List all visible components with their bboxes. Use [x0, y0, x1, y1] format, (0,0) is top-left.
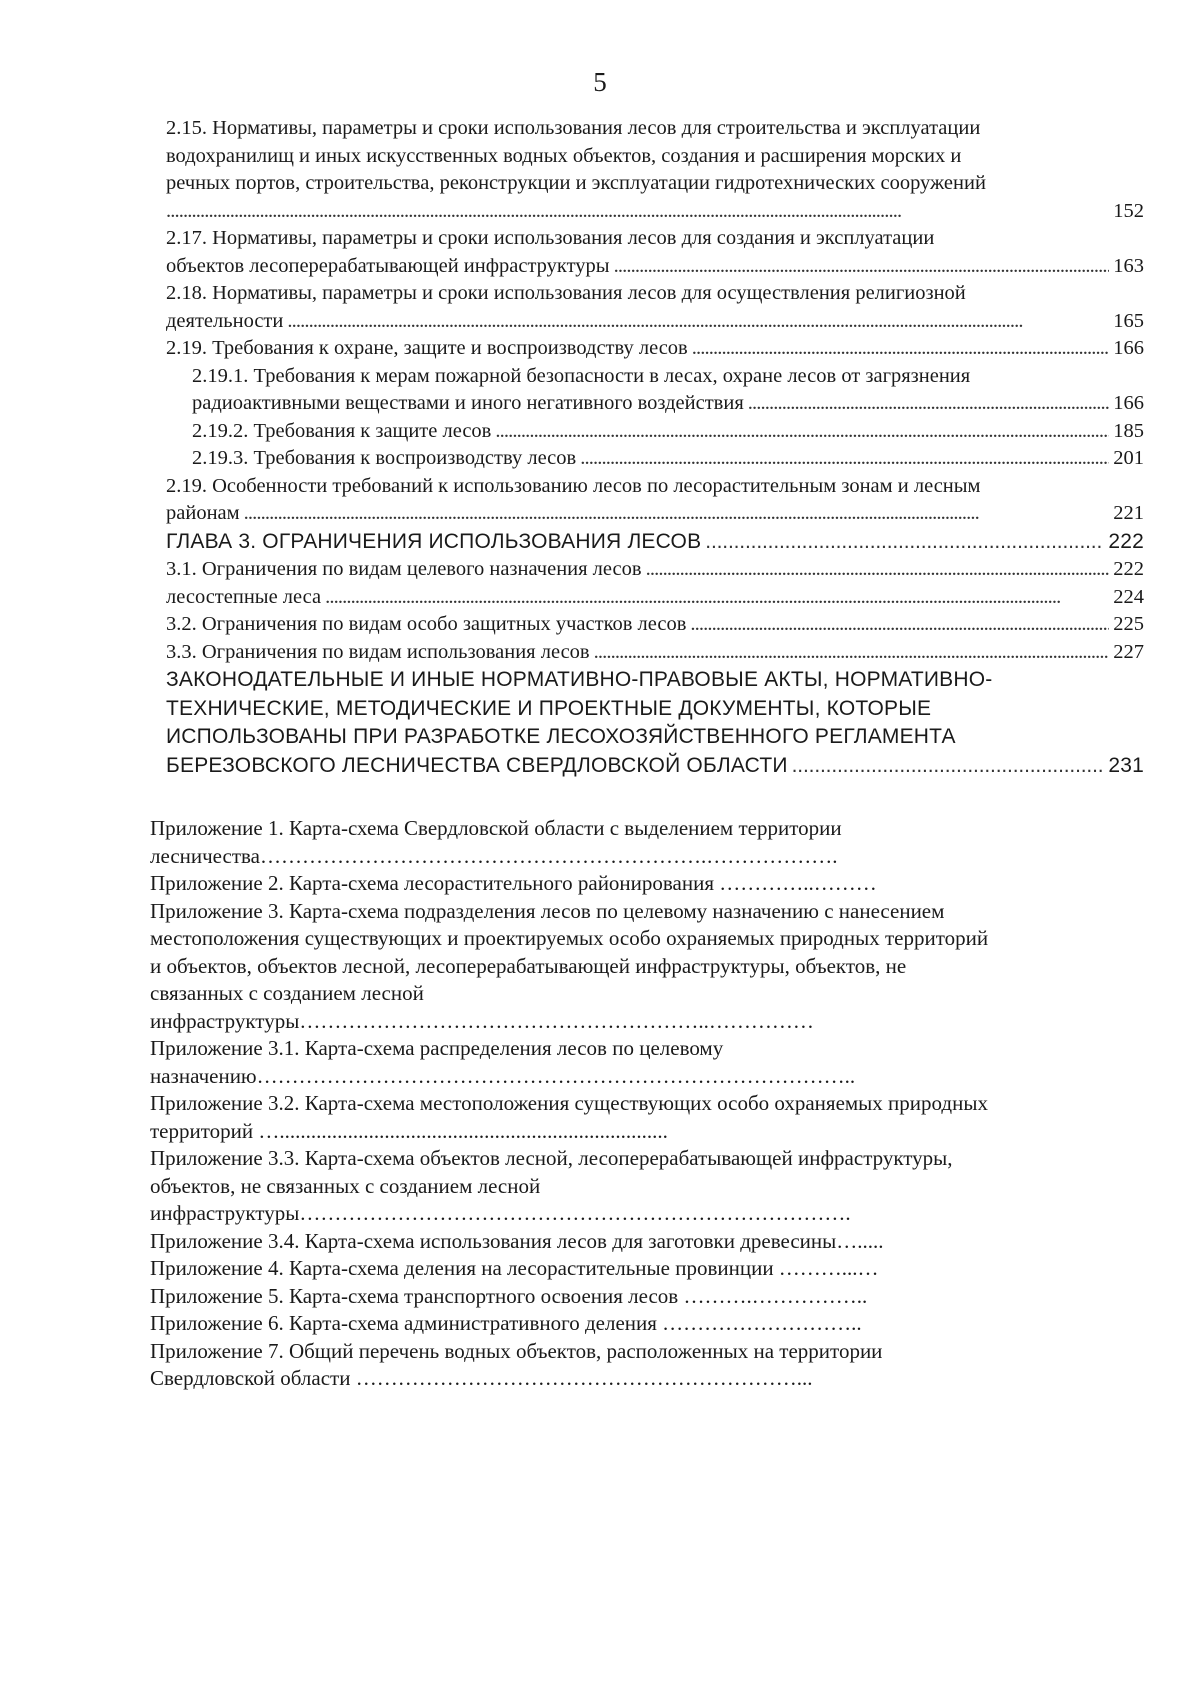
toc-page-number: 163 — [1113, 254, 1144, 277]
toc-entry-text: 2.18. Нормативы, параметры и сроки использования лесов для осуществления религиозной — [166, 282, 966, 304]
toc-entry[interactable] — [166, 611, 1144, 639]
appendix-entry[interactable] — [150, 1090, 1110, 1145]
appendix-entry-text: инфраструктуры……………………………………………………………………. — [150, 1201, 851, 1225]
toc-entry[interactable] — [192, 445, 1144, 473]
appendix-entry-text: территорий ….......................................................................... — [150, 1118, 668, 1143]
dot-leader — [748, 390, 1109, 418]
toc-entry[interactable] — [192, 418, 1144, 446]
dot-leader — [690, 611, 1109, 639]
toc-entry-text: ТЕХНИЧЕСКИЕ, МЕТОДИЧЕСКИЕ И ПРОЕКТНЫЕ ДОКУМЕНТЫ, КОТОРЫЕ — [166, 696, 932, 720]
toc-page-number: 221 — [1113, 502, 1144, 524]
appendix-entry-text: назначению………………………………………………………………………….. — [150, 1063, 856, 1088]
toc-entry-title: деятельности — [166, 309, 284, 332]
appendix-entry[interactable] — [150, 1228, 1110, 1256]
appendix-entry-text: Свердловской области ………………………………………………………... — [150, 1366, 813, 1390]
toc-entry[interactable] — [166, 335, 1144, 363]
toc-entry[interactable] — [166, 225, 1144, 280]
toc-entry[interactable] — [166, 115, 1144, 225]
appendix-entry[interactable] — [150, 1255, 1110, 1283]
toc-entry-text: 2.19.1. Требования к мерам пожарной безопасности в лесах, охране лесов от загрязнения — [192, 364, 971, 387]
appendix-entry[interactable] — [150, 1310, 1110, 1338]
toc-entry-title: объектов лесоперерабатывающей инфраструктуры — [166, 254, 610, 277]
toc-page-number: 225 — [1113, 613, 1144, 635]
appendix-entry[interactable] — [150, 815, 1110, 870]
appendix-entry[interactable] — [150, 1283, 1110, 1311]
dot-leader — [287, 308, 1109, 336]
dot-leader — [705, 528, 1104, 557]
appendix-entry-text: объектов, не связанных с созданием лесной — [150, 1173, 541, 1198]
dot-leader — [614, 253, 1110, 281]
appendix-entry-text: лесничества……………………………………………………….………………. — [150, 843, 838, 868]
toc-entry-title: ГЛАВА 3. ОГРАНИЧЕНИЯ ИСПОЛЬЗОВАНИЯ ЛЕСОВ — [166, 529, 702, 553]
dot-leader — [495, 418, 1109, 446]
toc-entry-text: ЗАКОНОДАТЕЛЬНЫЕ И ИНЫЕ НОРМАТИВНО-ПРАВОВЫЕ АКТЫ, НОРМАТИВНО- — [166, 668, 993, 691]
appendix-entry[interactable] — [150, 870, 1110, 898]
appendix-entry-text: и объектов, объектов лесной, лесоперерабатывающей инфраструктуры, объектов, не — [150, 953, 907, 978]
toc-entry[interactable] — [166, 666, 1144, 780]
appendix-entry-text: Приложение 2. Карта-схема лесорастительного районирования …………..……… — [150, 871, 877, 895]
toc-entry-title: радиоактивными веществами и иного негативного воздействия — [192, 392, 744, 414]
toc-entry-title: лесостепные леса — [166, 585, 322, 608]
appendix-entry-text: инфраструктуры…………………………………………………..…………… — [150, 1008, 814, 1033]
toc-entry[interactable] — [166, 528, 1144, 557]
appendix-entry-text: Приложение 3.2. Карта-схема местоположения существующих особо охраняемых природных — [150, 1091, 988, 1115]
dot-leader — [646, 556, 1110, 584]
appendix-entry-text: Приложение 7. Общий перечень водных объектов, расположенных на территории — [150, 1338, 883, 1363]
toc-page-number: 165 — [1113, 309, 1144, 332]
toc-page-number: 224 — [1113, 585, 1144, 608]
toc-entry-title: 2.19. Требования к охране, защите и воспроизводству лесов — [166, 337, 688, 359]
toc-page-number: 152 — [1113, 199, 1144, 222]
appendix-entry-text: Приложение 3. Карта-схема подразделения лесов по целевому назначению с нанесением — [150, 898, 945, 923]
dot-leader — [244, 500, 1110, 528]
appendix-entry-text: связанных с созданием лесной — [150, 981, 424, 1005]
toc-entry-title: районам — [166, 502, 240, 524]
toc-entry-text: 2.17. Нормативы, параметры и сроки использования лесов для создания и эксплуатации — [166, 227, 935, 249]
appendix-entry-text: Приложение 3.3. Карта-схема объектов лесной, лесоперерабатывающей инфраструктуры, — [150, 1146, 953, 1170]
toc-entry-title: 2.19.2. Требования к защите лесов — [192, 419, 492, 442]
toc-entry[interactable] — [166, 556, 1144, 584]
toc-entry-text: ИСПОЛЬЗОВАНЫ ПРИ РАЗРАБОТКЕ ЛЕСОХОЗЯЙСТВЕННОГО РЕГЛАМЕНТА — [166, 725, 956, 748]
appendix-entry-text: Приложение 6. Карта-схема административного деления ……………………….. — [150, 1311, 862, 1335]
dot-leader — [166, 198, 1109, 226]
appendix-entry-text: Приложение 4. Карта-схема деления на лесорастительные провинции ………...… — [150, 1256, 879, 1280]
toc-entry-title: 2.19.3. Требования к воспроизводству лесов — [192, 447, 577, 469]
toc-page-number: 201 — [1113, 447, 1144, 469]
toc-entry-title: 3.2. Ограничения по видам особо защитных участков лесов — [166, 613, 687, 635]
dot-leader — [792, 752, 1105, 781]
appendix-entry-text: местоположения существующих и проектируемых особо охраняемых природных территорий — [150, 926, 989, 950]
toc-page-number: 227 — [1113, 640, 1144, 663]
toc-page-number: 222 — [1113, 558, 1144, 580]
appendix-entry[interactable] — [150, 1338, 1110, 1393]
toc-entry-text: 2.19. Особенности требований к использованию лесов по лесорастительным зонам и лесным — [166, 474, 981, 497]
toc-entry-text: речных портов, строительства, реконструкции и эксплуатации гидротехнических сооружений — [166, 172, 986, 194]
toc-entry[interactable] — [192, 363, 1144, 418]
toc-entry-title: 3.1. Ограничения по видам целевого назначения лесов — [166, 558, 642, 580]
toc-entry-text: 2.15. Нормативы, параметры и сроки использования лесов для строительства и эксплуатации — [166, 117, 981, 139]
appendix-entry-text: Приложение 3.1. Карта-схема распределения лесов по целевому — [150, 1036, 724, 1060]
dot-leader — [325, 584, 1109, 612]
dot-leader — [692, 335, 1110, 363]
toc-page-number: 166 — [1113, 392, 1144, 414]
appendix-entry[interactable] — [150, 1035, 1110, 1090]
toc-page-number: 185 — [1113, 419, 1144, 442]
toc-entry[interactable] — [166, 639, 1144, 667]
page-number: 5 — [593, 67, 607, 97]
dot-leader — [594, 639, 1110, 667]
toc-page-number: 222 — [1108, 529, 1144, 553]
toc-entry[interactable] — [166, 584, 1144, 612]
table-of-contents — [166, 115, 1144, 780]
toc-entry[interactable] — [166, 473, 1144, 528]
toc-page-number: 166 — [1113, 337, 1144, 359]
appendix-entry-text: Приложение 1. Карта-схема Свердловской области с выделением территории — [150, 816, 842, 840]
toc-entry-title: БЕРЕЗОВСКОГО ЛЕСНИЧЕСТВА СВЕРДЛОВСКОЙ ОБЛАСТИ — [166, 753, 788, 777]
toc-entry-title: 3.3. Ограничения по видам использования лесов — [166, 640, 590, 663]
appendix-entry[interactable] — [150, 1145, 1110, 1228]
dot-leader — [580, 445, 1109, 473]
appendix-entry[interactable] — [150, 898, 1110, 1036]
appendix-entry-text: Приложение 5. Карта-схема транспортного освоения лесов ……….…………….. — [150, 1283, 868, 1308]
toc-entry-text: водохранилищ и иных искусственных водных объектов, создания и расширения морских и — [166, 144, 962, 167]
toc-entry[interactable] — [166, 280, 1144, 335]
appendix-entry-text: Приложение 3.4. Карта-схема использования лесов для заготовки древесины…..... — [150, 1228, 884, 1253]
appendix-list — [150, 815, 1110, 1393]
toc-page-number: 231 — [1108, 753, 1144, 777]
